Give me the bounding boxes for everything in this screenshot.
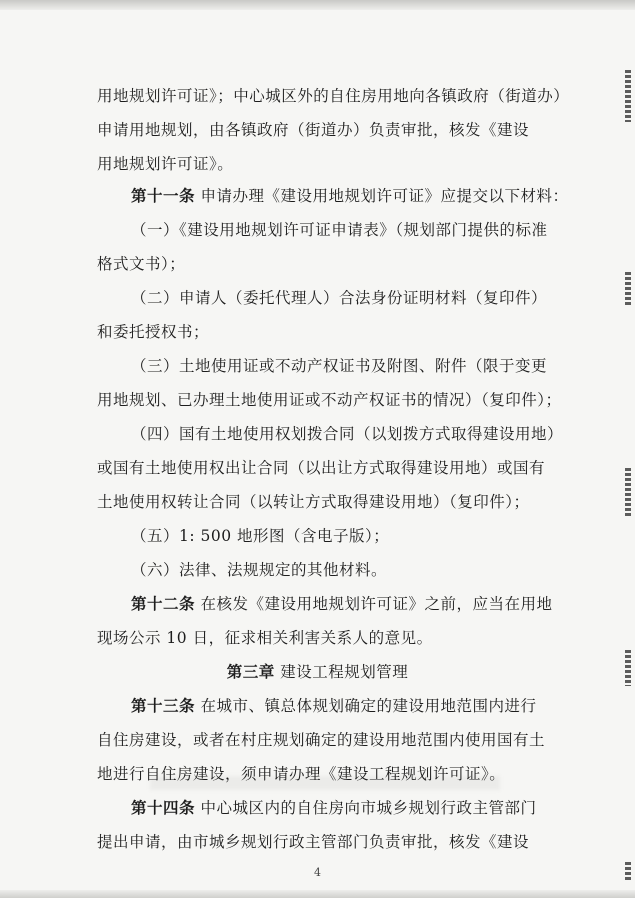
text-line: 土地使用权转让合同（以转让方式取得建设用地）（复印件）； — [97, 493, 530, 511]
page-number: 4 — [314, 866, 321, 879]
list-item: （三）土地使用证或不动产权证书及附图、附件（限于变更 — [131, 357, 548, 375]
article-text: 在核发《建设用地规划许可证》之前，应当在用地 — [200, 595, 553, 613]
article-label: 第十二条 — [131, 594, 196, 613]
article-11 — [131, 186, 568, 206]
list-item: （一）《建设用地规划许可证申请表》（规划部门提供的标准 — [131, 221, 548, 239]
text-line: 用地规划许可证》；中心城区外的自住房用地向各镇政府（街道办） — [97, 87, 570, 105]
text-line: 和委托授权书； — [97, 323, 210, 341]
text-line: 现场公示 10 日，征求相关利害关系人的意见。 — [97, 629, 433, 647]
list-item: （四）国有土地使用权划拨合同（以划拨方式取得建设用地） — [131, 425, 564, 443]
article-text: 申请办理《建设用地规划许可证》应提交以下材料： — [200, 187, 569, 205]
scan-binding-mark — [625, 70, 631, 122]
list-item: （五）1: 500 地形图（含电子版）； — [131, 527, 390, 545]
chapter-heading — [0, 662, 635, 682]
text-line: 自住房建设，或者在村庄规划确定的建设用地范围内使用国有土 — [97, 731, 546, 749]
text-line: 提出申请，由市城乡规划行政主管部门负责审批，核发《建设 — [97, 833, 530, 851]
scan-bottom-edge — [0, 890, 635, 898]
article-label: 第十一条 — [131, 186, 196, 205]
article-label: 第十四条 — [131, 798, 196, 817]
article-12 — [131, 594, 552, 614]
chapter-title: 建设工程规划管理 — [280, 663, 409, 681]
list-item: （六）法律、法规规定的其他材料。 — [131, 561, 388, 579]
article-14 — [131, 798, 536, 818]
article-text: 在城市、镇总体规划确定的建设用地范围内进行 — [200, 697, 537, 715]
text-line: 用地规划、已办理土地使用证或不动产权证书的情况）（复印件）； — [97, 391, 562, 409]
article-13 — [131, 696, 536, 716]
article-label: 第十三条 — [131, 696, 196, 715]
scan-binding-mark — [625, 272, 631, 306]
text-line: 格式文书）； — [97, 255, 186, 273]
text-line: 地进行自住房建设，须申请办理《建设工程规划许可证》。 — [97, 765, 506, 783]
text-line: 用地规划许可证》。 — [97, 155, 234, 173]
text-line: 或国有土地使用权出让合同（以出让方式取得建设用地）或国有 — [97, 459, 546, 477]
chapter-label: 第三章 — [226, 662, 275, 681]
list-item: （二）申请人（委托代理人）合法身份证明材料（复印件） — [131, 289, 548, 307]
scan-top-edge — [0, 0, 635, 10]
scan-binding-mark — [625, 468, 631, 516]
text-line: 申请用地规划，由各镇政府（街道办）负责审批，核发《建设 — [97, 121, 530, 139]
article-text: 中心城区内的自住房向市城乡规划行政主管部门 — [200, 799, 537, 817]
